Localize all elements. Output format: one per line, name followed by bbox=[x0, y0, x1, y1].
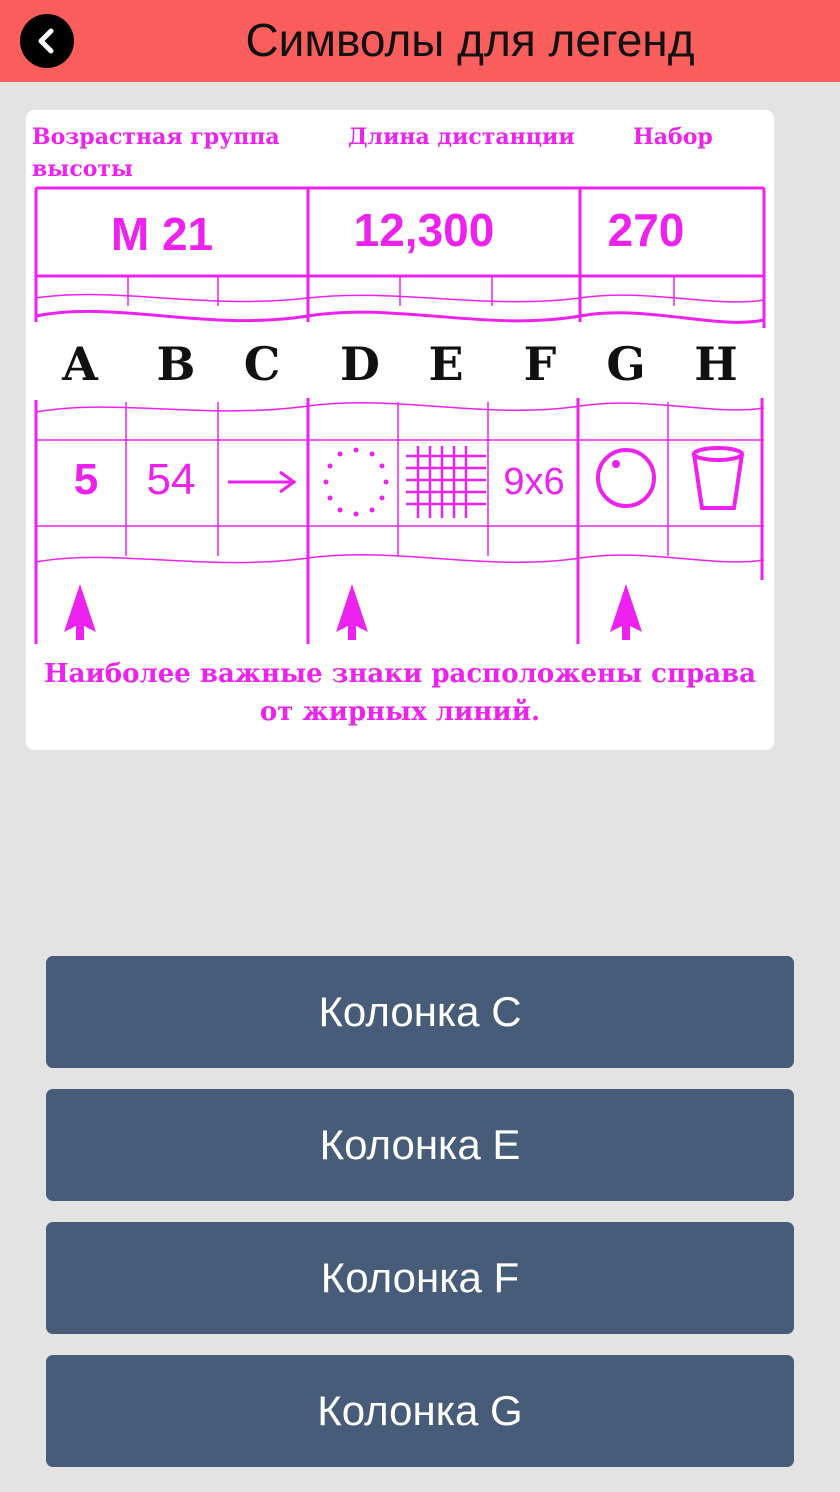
column-letter-d: D bbox=[340, 337, 380, 391]
column-letter-e: E bbox=[428, 337, 464, 391]
grid-icon bbox=[406, 446, 486, 518]
column-letter-g: G bbox=[606, 337, 646, 391]
answer-button-e[interactable]: Колонка E bbox=[46, 1089, 794, 1201]
answer-button-f[interactable]: Колонка F bbox=[46, 1222, 794, 1334]
age-group-label: Возрастная группа bbox=[32, 124, 280, 150]
right-arrow-icon bbox=[228, 472, 294, 492]
column-letter-a: A bbox=[62, 337, 98, 391]
column-letter-f: F bbox=[523, 337, 557, 391]
chevron-left-icon bbox=[20, 14, 74, 68]
answer-button-g[interactable]: Колонка G bbox=[46, 1355, 794, 1467]
back-button[interactable] bbox=[20, 14, 74, 68]
class-value: M 21 bbox=[110, 208, 214, 260]
important-arrow-a bbox=[64, 584, 96, 640]
column-letter-b: B bbox=[156, 337, 196, 391]
distance-value: 12,300 bbox=[353, 204, 495, 256]
dotted-circle-icon bbox=[324, 448, 389, 517]
cup-icon bbox=[694, 448, 742, 508]
symbol-a: 5 bbox=[73, 455, 99, 504]
column-letter-c: C bbox=[243, 337, 281, 391]
symbol-b: 54 bbox=[146, 455, 196, 504]
page-title: Символы для легенд bbox=[245, 14, 695, 66]
legend-image-card bbox=[26, 110, 774, 750]
symbol-f: 9x6 bbox=[503, 461, 565, 503]
column-letter-h: H bbox=[694, 337, 738, 391]
important-arrow-g bbox=[610, 584, 642, 640]
note-line-1: Наиболее важные знаки расположены справа bbox=[44, 659, 756, 689]
climb-label: Набор bbox=[633, 124, 713, 150]
circle-with-dot-icon bbox=[598, 450, 654, 506]
note-line-2: от жирных линий. bbox=[259, 697, 541, 727]
app-header bbox=[0, 0, 840, 82]
legend-diagram bbox=[26, 110, 774, 750]
important-arrow-d bbox=[336, 584, 368, 640]
answer-button-c[interactable]: Колонка C bbox=[46, 956, 794, 1068]
climb-value: 270 bbox=[607, 204, 685, 256]
age-group-label-line2: высоты bbox=[32, 156, 134, 182]
distance-label: Длина дистанции bbox=[348, 124, 575, 150]
